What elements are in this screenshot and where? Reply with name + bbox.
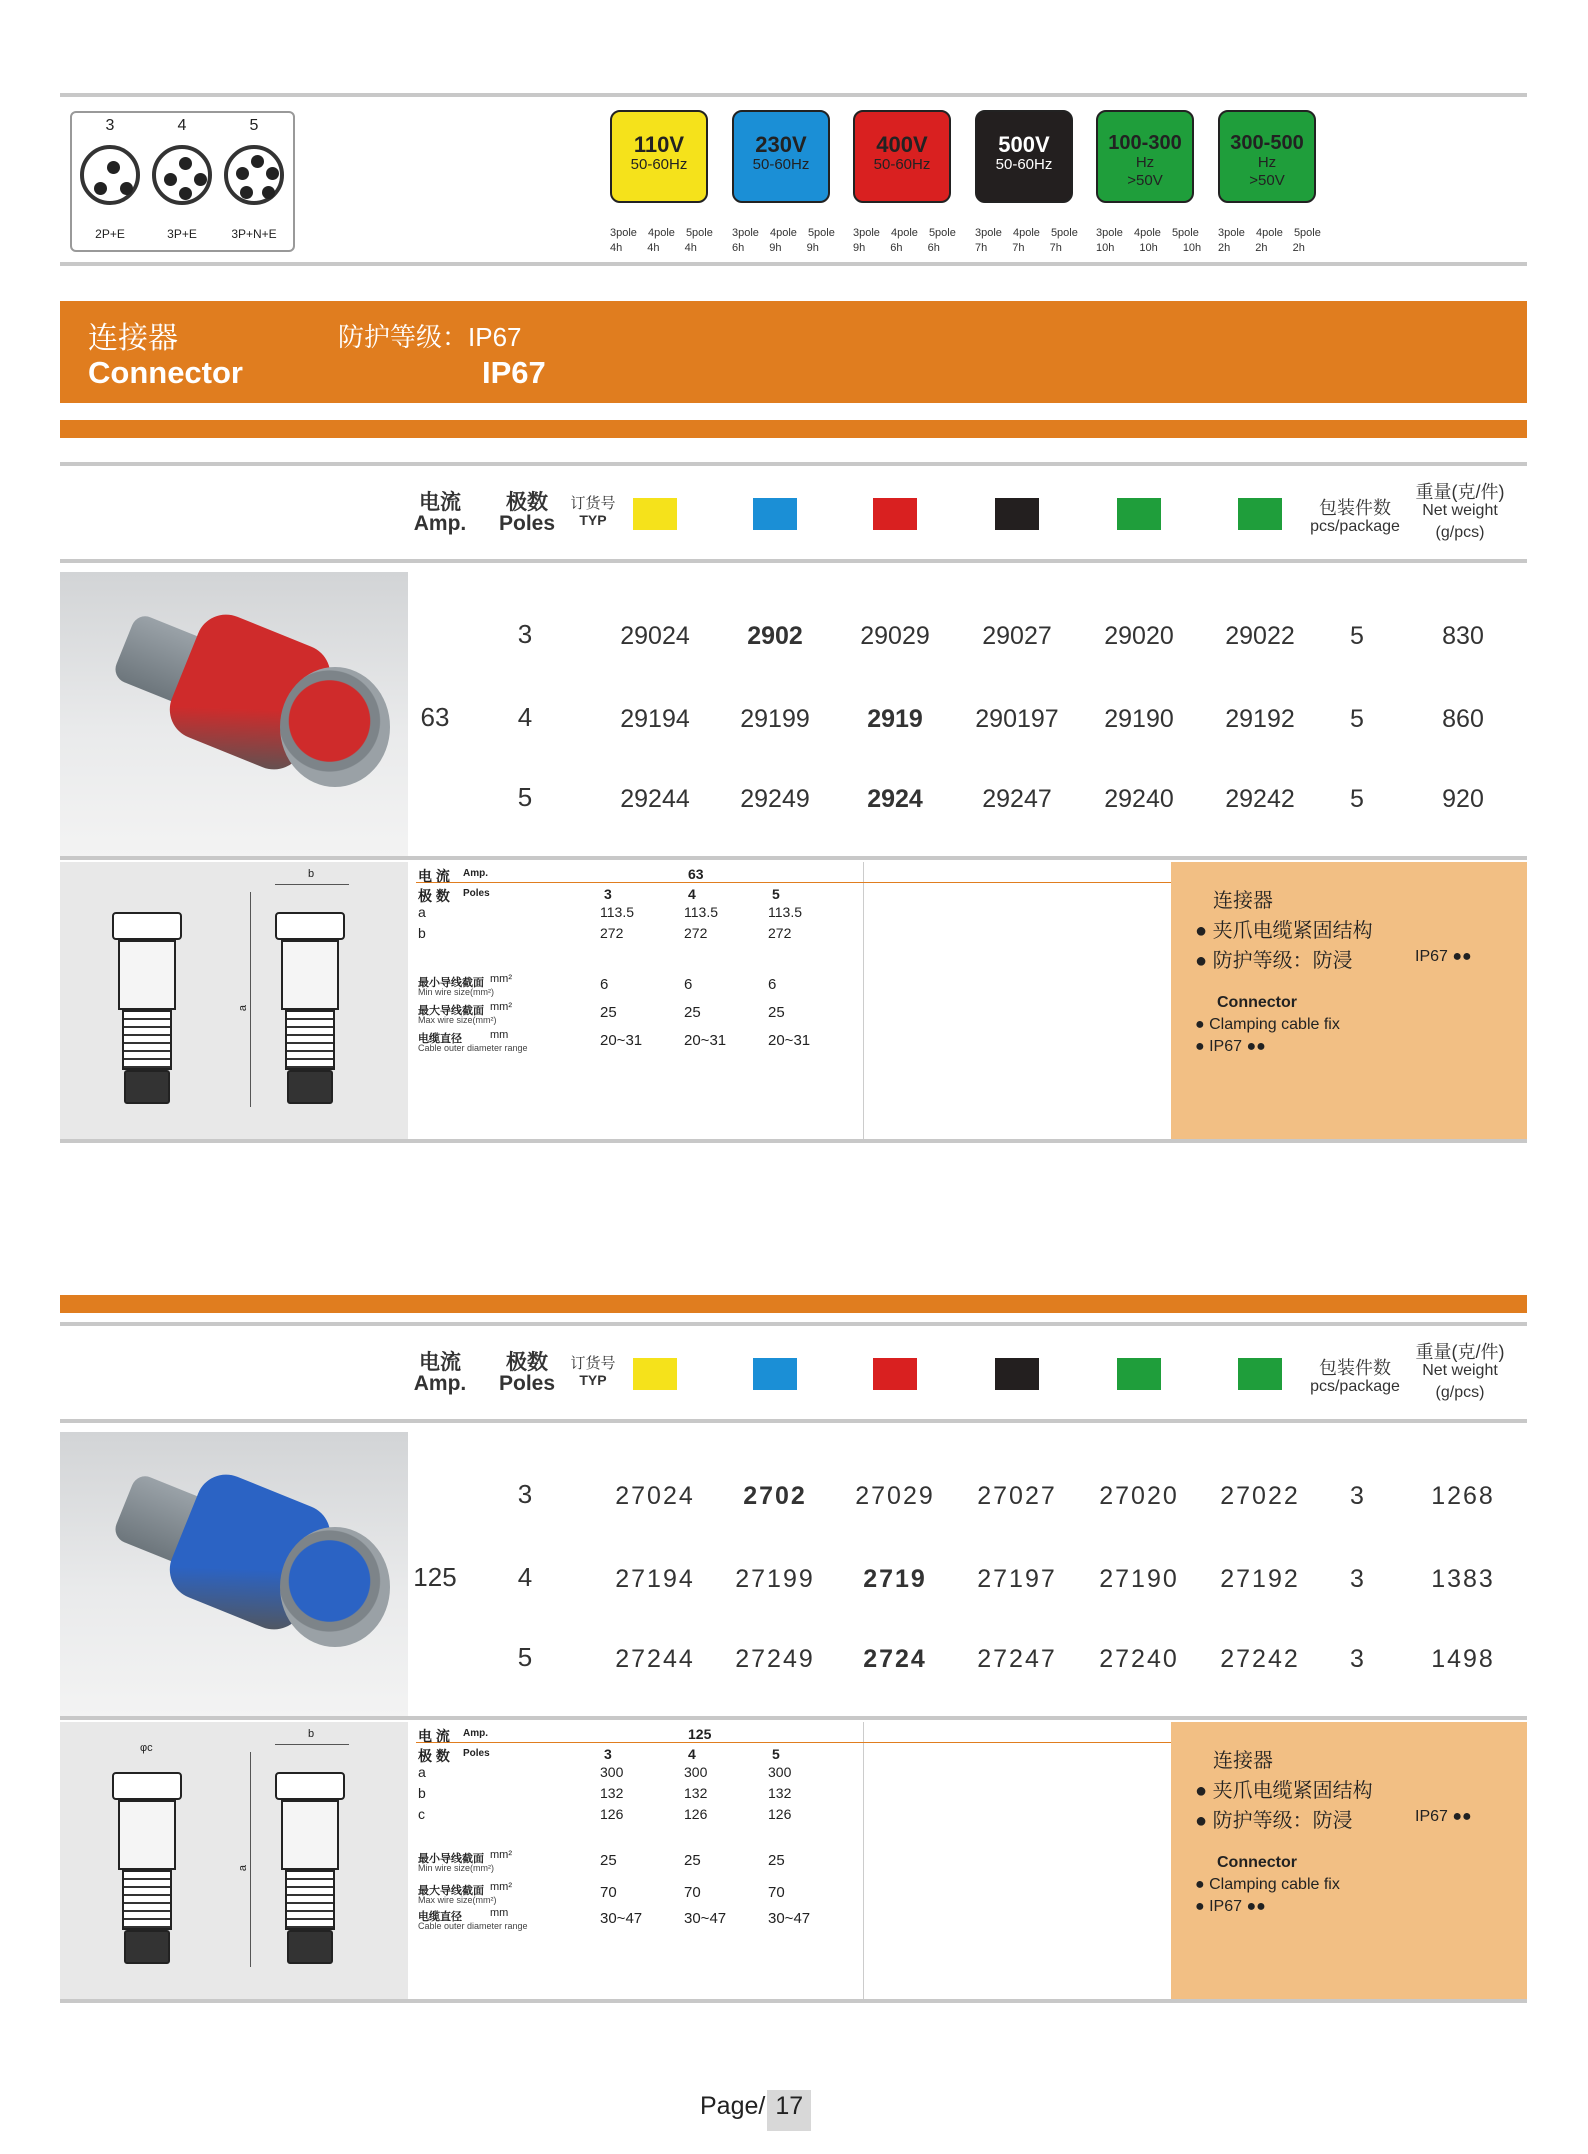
connector-outline-cap <box>275 1772 345 1800</box>
color-swatch <box>1238 498 1282 530</box>
net-weight: 920 <box>1442 785 1484 813</box>
weight-header-en: Net weight <box>1422 502 1498 519</box>
voltage-sub2: >50V <box>1249 172 1285 189</box>
dim-line-vertical <box>250 892 251 1107</box>
connector-outline-cap <box>112 912 182 940</box>
spec-row-value: 70 <box>600 1884 617 1901</box>
spec-row-value: 6 <box>768 976 777 993</box>
info-en-line2: ● Clamping cable fix <box>1195 1876 1340 1893</box>
order-code: 27020 <box>1099 1482 1179 1510</box>
spec-dim-value: 126 <box>768 1806 792 1822</box>
color-swatch <box>633 1358 677 1390</box>
spec-row-unit: mm <box>490 1907 509 1919</box>
order-code: 2719 <box>863 1565 927 1593</box>
package-count: 5 <box>1350 622 1364 650</box>
amp-value: 125 <box>413 1562 457 1592</box>
spec-dim-key: a <box>418 1764 426 1780</box>
spec-top-rule <box>60 856 1527 860</box>
spec-row-value: 6 <box>684 976 693 993</box>
page-label: Page/ <box>700 2092 766 2120</box>
voltage-main: 300-500 <box>1230 132 1304 154</box>
water-drops-icon: ●● <box>1246 1038 1266 1055</box>
duration-hours: 2h 2h 2h <box>1218 242 1305 254</box>
spec-table <box>408 1722 1171 1999</box>
info-cn-line2: ● 夹爪电缆紧固结构 <box>1195 920 1373 942</box>
color-swatch <box>995 498 1039 530</box>
spec-row-value: 30~47 <box>684 1910 727 1927</box>
info-en-clamp: Clamping cable fix <box>1209 1876 1340 1893</box>
color-swatch <box>1117 1358 1161 1390</box>
section-banner <box>60 301 1527 403</box>
info-cn-title: 连接器 <box>1213 890 1273 912</box>
typ-header-cn: 订货号 <box>570 1355 616 1372</box>
connector-outline-gland <box>287 1070 333 1104</box>
info-cn-line3: ● 防护等级：防浸 <box>1195 950 1353 972</box>
header-bottom-rule <box>60 559 1527 563</box>
duration-table <box>1096 226 1201 256</box>
voltage-badge <box>1218 110 1316 203</box>
connector-outline-cap <box>112 1772 182 1800</box>
net-weight: 1498 <box>1431 1645 1495 1673</box>
duration-poles: 3pole 4pole 5pole <box>1218 227 1321 239</box>
spec-pole: 5 <box>772 1746 780 1762</box>
duration-table <box>975 226 1078 256</box>
pin-config-label: 2P+E <box>95 227 125 241</box>
voltage-sub: 50-60Hz <box>630 156 688 173</box>
pkg-header-cn: 包装件数 <box>1319 498 1391 518</box>
voltage-badge <box>1096 110 1194 203</box>
package-count: 3 <box>1350 1565 1364 1593</box>
banner-en-title: Connector <box>88 355 243 390</box>
info-cn-protection: 防护等级：防浸 <box>1212 950 1353 972</box>
spec-header-rule <box>416 882 1171 883</box>
info-cn-clamp: 夹爪电缆紧固结构 <box>1212 1780 1373 1802</box>
info-cn-protection: 防护等级：防浸 <box>1212 1810 1353 1832</box>
duration-table <box>853 226 956 256</box>
spec-row-label-cn: 最小导线截面 <box>418 977 484 989</box>
voltage-badge <box>975 110 1073 203</box>
duration-hours: 6h 9h 9h <box>732 242 819 254</box>
spec-pole: 3 <box>604 886 612 902</box>
spec-row-label-cn: 电缆直径 <box>418 1033 462 1045</box>
info-ip-rating <box>1415 948 1472 966</box>
spec-amp-en: Amp. <box>463 1728 488 1739</box>
spec-row-value: 20~31 <box>684 1032 727 1049</box>
package-count: 5 <box>1350 705 1364 733</box>
duration-hours: 9h 6h 6h <box>853 242 940 254</box>
orange-divider-1 <box>60 420 1527 438</box>
spec-row-label-cn: 最小导线截面 <box>418 1853 484 1865</box>
voltage-sub: 50-60Hz <box>873 156 931 173</box>
order-code: 27022 <box>1220 1482 1300 1510</box>
connector-outline-gland <box>287 1930 333 1964</box>
color-swatch <box>873 498 917 530</box>
info-en-line2: ● Clamping cable fix <box>1195 1016 1340 1033</box>
spec-row-label-en: Max wire size(mm²) <box>418 1015 497 1025</box>
dim-label-b: b <box>308 1728 315 1740</box>
spec-row-label-en: Max wire size(mm²) <box>418 1895 497 1905</box>
order-code: 27194 <box>615 1565 695 1593</box>
spec-poles-en: Poles <box>463 1748 490 1759</box>
spec-dim-value: 272 <box>768 925 792 941</box>
header-bottom-rule <box>60 1419 1527 1423</box>
typ-header-en: TYP <box>579 1372 607 1388</box>
spec-header-rule <box>416 1742 1171 1743</box>
order-code: 29022 <box>1225 622 1295 650</box>
amp-header-cn: 电流 <box>419 1351 461 1374</box>
weight-header-en: Net weight <box>1422 1362 1498 1379</box>
duration-hours: 7h 7h 7h <box>975 242 1062 254</box>
spec-amp-cn: 电 流 <box>418 1728 450 1744</box>
spec-poles-cn: 极 数 <box>418 888 450 904</box>
spec-amp-en: Amp. <box>463 868 488 879</box>
duration-table <box>610 226 713 256</box>
amp-value: 63 <box>420 702 450 732</box>
dim-label-c: φc <box>140 1742 153 1754</box>
order-code: 2924 <box>867 785 923 813</box>
connector-outline-body <box>281 940 339 1010</box>
voltage-sub: Hz <box>1257 154 1277 171</box>
order-code: 29029 <box>860 622 930 650</box>
info-en-clamp: Clamping cable fix <box>1209 1016 1340 1033</box>
dim-label-a: a <box>237 1004 250 1012</box>
order-code: 27249 <box>735 1645 815 1673</box>
socket-face-icon <box>152 145 212 205</box>
spec-dim-key: c <box>418 1806 425 1822</box>
order-code: 27247 <box>977 1645 1057 1673</box>
order-code: 29194 <box>620 705 690 733</box>
connector-outline-cap <box>275 912 345 940</box>
spec-row-value: 25 <box>684 1852 701 1869</box>
order-code: 29020 <box>1104 622 1174 650</box>
order-code: 27024 <box>615 1482 695 1510</box>
spec-row-value: 30~47 <box>768 1910 811 1927</box>
pin-count-label: 3 <box>105 117 115 134</box>
poles-header-en: Poles <box>498 512 556 535</box>
voltage-sub2: >50V <box>1127 172 1163 189</box>
spec-dim-value: 132 <box>768 1785 792 1801</box>
section-bottom-rule <box>60 1999 1527 2003</box>
spec-row-label-en: Cable outer diameter range <box>418 1043 528 1053</box>
dim-label-b: b <box>308 868 315 880</box>
poles-header-cn: 极数 <box>506 1351 548 1374</box>
dimension-drawing <box>60 1722 408 1999</box>
order-code: 29027 <box>982 622 1052 650</box>
spec-amp-val: 63 <box>688 866 704 882</box>
poles-value: 5 <box>517 1642 533 1672</box>
voltage-sub: Hz <box>1135 154 1155 171</box>
poles-value: 4 <box>517 702 533 732</box>
spec-row-unit: mm² <box>490 1881 512 1893</box>
typ-header-en: TYP <box>579 512 607 528</box>
color-swatch <box>995 1358 1039 1390</box>
spec-row-value: 30~47 <box>600 1910 643 1927</box>
connector-outline-grip <box>122 1010 172 1070</box>
spec-pole: 4 <box>688 1746 696 1762</box>
pkg-header-cn: 包装件数 <box>1319 1358 1391 1378</box>
spec-divider <box>863 862 864 1139</box>
spec-amp-cn: 电 流 <box>418 868 450 884</box>
duration-table <box>732 226 835 256</box>
spec-dim-value: 300 <box>768 1764 792 1780</box>
info-en-ip: IP67 <box>1209 1898 1243 1915</box>
duration-poles: 3pole 4pole 5pole <box>975 227 1078 239</box>
poles-value: 3 <box>517 1479 533 1509</box>
product-photo <box>60 1432 408 1717</box>
pin-diagram <box>70 111 295 252</box>
amp-header-en: Amp. <box>413 512 467 535</box>
weight-header-unit: (g/pcs) <box>1435 524 1485 541</box>
connector-outline-body <box>118 940 176 1010</box>
spec-row-value: 25 <box>600 1852 617 1869</box>
spec-row-unit: mm² <box>490 1001 512 1013</box>
package-count: 3 <box>1350 1645 1364 1673</box>
spec-row-value: 70 <box>684 1884 701 1901</box>
dimension-drawing <box>60 862 408 1139</box>
order-code: 2919 <box>867 705 923 733</box>
pin-count-label: 4 <box>177 117 187 134</box>
spec-row-label-en: Min wire size(mm²) <box>418 987 494 997</box>
info-ip-text: IP67 <box>1415 948 1448 965</box>
voltage-badge <box>853 110 951 203</box>
orange-divider-2 <box>60 1295 1527 1313</box>
header-top-rule <box>60 1322 1527 1326</box>
order-code: 29242 <box>1225 785 1295 813</box>
order-code: 27192 <box>1220 1565 1300 1593</box>
spec-row-unit: mm² <box>490 1849 512 1861</box>
order-code: 29190 <box>1104 705 1174 733</box>
spec-dim-value: 113.5 <box>768 904 802 920</box>
info-cn-line2: ● 夹爪电缆紧固结构 <box>1195 1780 1373 1802</box>
info-cn-clamp: 夹爪电缆紧固结构 <box>1212 920 1373 942</box>
spec-table <box>408 862 1171 1139</box>
spec-row-value: 20~31 <box>768 1032 811 1049</box>
amp-header-en: Amp. <box>413 1372 467 1395</box>
spec-dim-value: 272 <box>600 925 624 941</box>
order-code: 29247 <box>982 785 1052 813</box>
connector-outline-body <box>281 1800 339 1870</box>
spec-dim-value: 272 <box>684 925 708 941</box>
order-code: 29024 <box>620 622 690 650</box>
order-code: 2724 <box>863 1645 927 1673</box>
duration-hours: 10h 10h 10h <box>1096 242 1202 254</box>
order-code: 27190 <box>1099 1565 1179 1593</box>
connector-outline-grip <box>285 1870 335 1930</box>
spec-row-value: 25 <box>768 1004 785 1021</box>
spec-dim-value: 300 <box>600 1764 624 1780</box>
banner-cn-title: 连接器 <box>88 322 178 355</box>
spec-row-value: 25 <box>768 1852 785 1869</box>
spec-row-label-cn: 最大导线截面 <box>418 1885 484 1897</box>
spec-dim-value: 113.5 <box>684 904 718 920</box>
spec-row-unit: mm <box>490 1029 509 1041</box>
spec-pole: 5 <box>772 886 780 902</box>
info-ip-text: IP67 <box>1415 1808 1448 1825</box>
spec-poles-cn: 极 数 <box>418 1748 450 1764</box>
order-code: 27244 <box>615 1645 695 1673</box>
spec-divider <box>863 1722 864 1999</box>
voltage-main: 230V <box>755 132 807 157</box>
order-code: 27199 <box>735 1565 815 1593</box>
duration-poles: 3pole 4pole 5pole <box>732 227 835 239</box>
poles-value: 4 <box>517 1562 533 1592</box>
package-count: 3 <box>1350 1482 1364 1510</box>
info-en-line3: ● IP67 ●● <box>1195 1898 1266 1915</box>
connector-face-image <box>280 1527 390 1647</box>
page-number: 17 <box>767 2090 811 2131</box>
connector-face-image <box>280 667 390 787</box>
spec-row-value: 20~31 <box>600 1032 643 1049</box>
dim-label-a: a <box>237 1864 250 1872</box>
color-swatch <box>1238 1358 1282 1390</box>
dim-line-horizontal <box>275 884 349 885</box>
banner-en-protection: IP67 <box>482 355 546 390</box>
duration-hours: 4h 4h 4h <box>610 242 697 254</box>
spec-pole: 3 <box>604 1746 612 1762</box>
banner-cn-protection: 防护等级：IP67 <box>338 322 522 352</box>
spec-amp-val: 125 <box>688 1726 712 1742</box>
poles-value: 5 <box>517 782 533 812</box>
weight-header-cn: 重量(克/件) <box>1415 482 1505 502</box>
weight-header-cn: 重量(克/件) <box>1415 1342 1505 1362</box>
poles-header-cn: 极数 <box>506 491 548 514</box>
color-swatch <box>753 1358 797 1390</box>
header-top-rule <box>60 462 1527 466</box>
order-code: 29199 <box>740 705 810 733</box>
product-photo <box>60 572 408 857</box>
spec-dim-value: 126 <box>600 1806 624 1822</box>
info-en-title: Connector <box>1217 994 1297 1011</box>
spec-row-label-cn: 电缆直径 <box>418 1911 462 1923</box>
order-code: 2902 <box>747 622 803 650</box>
amp-header-cn: 电流 <box>419 491 461 514</box>
spec-row-label-cn: 最大导线截面 <box>418 1005 484 1017</box>
dim-line-horizontal <box>275 1744 349 1745</box>
connector-outline-grip <box>285 1010 335 1070</box>
spec-dim-key: b <box>418 1785 426 1801</box>
order-code: 2702 <box>743 1482 807 1510</box>
connector-outline-grip <box>122 1870 172 1930</box>
socket-face-icon <box>80 145 140 205</box>
spec-dim-key: b <box>418 925 426 941</box>
spec-row-value: 25 <box>600 1004 617 1021</box>
spec-row-label-en: Min wire size(mm²) <box>418 1863 494 1873</box>
info-cn-line3: ● 防护等级：防浸 <box>1195 1810 1353 1832</box>
spec-row-value: 70 <box>768 1884 785 1901</box>
info-box <box>1171 1722 1527 1999</box>
socket-face-icon <box>224 145 284 205</box>
pin-count-label: 5 <box>249 117 259 134</box>
net-weight: 830 <box>1442 622 1484 650</box>
duration-poles: 3pole 4pole 5pole <box>610 227 713 239</box>
color-swatch <box>753 498 797 530</box>
order-code: 29240 <box>1104 785 1174 813</box>
duration-poles: 3pole 4pole 5pole <box>1096 227 1199 239</box>
pkg-header-en: pcs/package <box>1310 1378 1400 1395</box>
spec-pole: 4 <box>688 886 696 902</box>
order-code: 27242 <box>1220 1645 1300 1673</box>
spec-top-rule <box>60 1716 1527 1720</box>
order-code: 29249 <box>740 785 810 813</box>
duration-poles: 3pole 4pole 5pole <box>853 227 956 239</box>
info-en-ip: IP67 <box>1209 1038 1243 1055</box>
spec-dim-value: 300 <box>684 1764 708 1780</box>
order-code: 290197 <box>975 705 1059 733</box>
info-cn-title: 连接器 <box>1213 1750 1273 1772</box>
spec-row-value: 6 <box>600 976 609 993</box>
top-bottom-rule <box>60 262 1527 266</box>
top-rule <box>60 93 1527 97</box>
net-weight: 1268 <box>1431 1482 1495 1510</box>
connector-outline-gland <box>124 1930 170 1964</box>
spec-dim-value: 132 <box>600 1785 624 1801</box>
dim-line-vertical <box>250 1752 251 1967</box>
order-code: 27029 <box>855 1482 935 1510</box>
spec-dim-value: 132 <box>684 1785 708 1801</box>
section-bottom-rule <box>60 1139 1527 1143</box>
net-weight: 1383 <box>1431 1565 1495 1593</box>
spec-row-unit: mm² <box>490 973 512 985</box>
typ-header-cn: 订货号 <box>570 495 616 512</box>
spec-dim-key: a <box>418 904 426 920</box>
spec-poles-en: Poles <box>463 888 490 899</box>
order-code: 27197 <box>977 1565 1057 1593</box>
color-swatch <box>1117 498 1161 530</box>
spec-row-label-en: Cable outer diameter range <box>418 1921 528 1931</box>
water-drops-icon: ●● <box>1246 1898 1266 1915</box>
info-en-title: Connector <box>1217 1854 1297 1871</box>
voltage-main: 100-300 <box>1108 132 1182 154</box>
pin-config-label: 3P+E <box>167 227 197 241</box>
duration-table <box>1218 226 1321 256</box>
page-footer <box>700 2090 811 2130</box>
info-box <box>1171 862 1527 1139</box>
info-en-line3: ● IP67 ●● <box>1195 1038 1266 1055</box>
net-weight: 860 <box>1442 705 1484 733</box>
color-swatch <box>633 498 677 530</box>
spec-row-value: 25 <box>684 1004 701 1021</box>
order-code: 27240 <box>1099 1645 1179 1673</box>
spec-dim-value: 113.5 <box>600 904 634 920</box>
connector-outline-body <box>118 1800 176 1870</box>
poles-value: 3 <box>517 619 533 649</box>
package-count: 5 <box>1350 785 1364 813</box>
voltage-sub: 50-60Hz <box>752 156 810 173</box>
order-code: 29192 <box>1225 705 1295 733</box>
weight-header-unit: (g/pcs) <box>1435 1384 1485 1401</box>
spec-dim-value: 126 <box>684 1806 708 1822</box>
voltage-badge <box>732 110 830 203</box>
connector-outline-gland <box>124 1070 170 1104</box>
voltage-main: 110V <box>633 132 685 157</box>
color-swatch <box>873 1358 917 1390</box>
order-code: 29244 <box>620 785 690 813</box>
info-ip-rating <box>1415 1808 1472 1826</box>
voltage-main: 400V <box>876 132 928 157</box>
water-drops-icon: ●● <box>1452 948 1472 965</box>
voltage-main: 500V <box>998 132 1050 157</box>
poles-header-en: Poles <box>498 1372 556 1395</box>
water-drops-icon: ●● <box>1452 1808 1472 1825</box>
order-code: 27027 <box>977 1482 1057 1510</box>
voltage-sub: 50-60Hz <box>995 156 1053 173</box>
voltage-badge <box>610 110 708 203</box>
pin-config-label: 3P+N+E <box>231 227 277 241</box>
pkg-header-en: pcs/package <box>1310 518 1400 535</box>
